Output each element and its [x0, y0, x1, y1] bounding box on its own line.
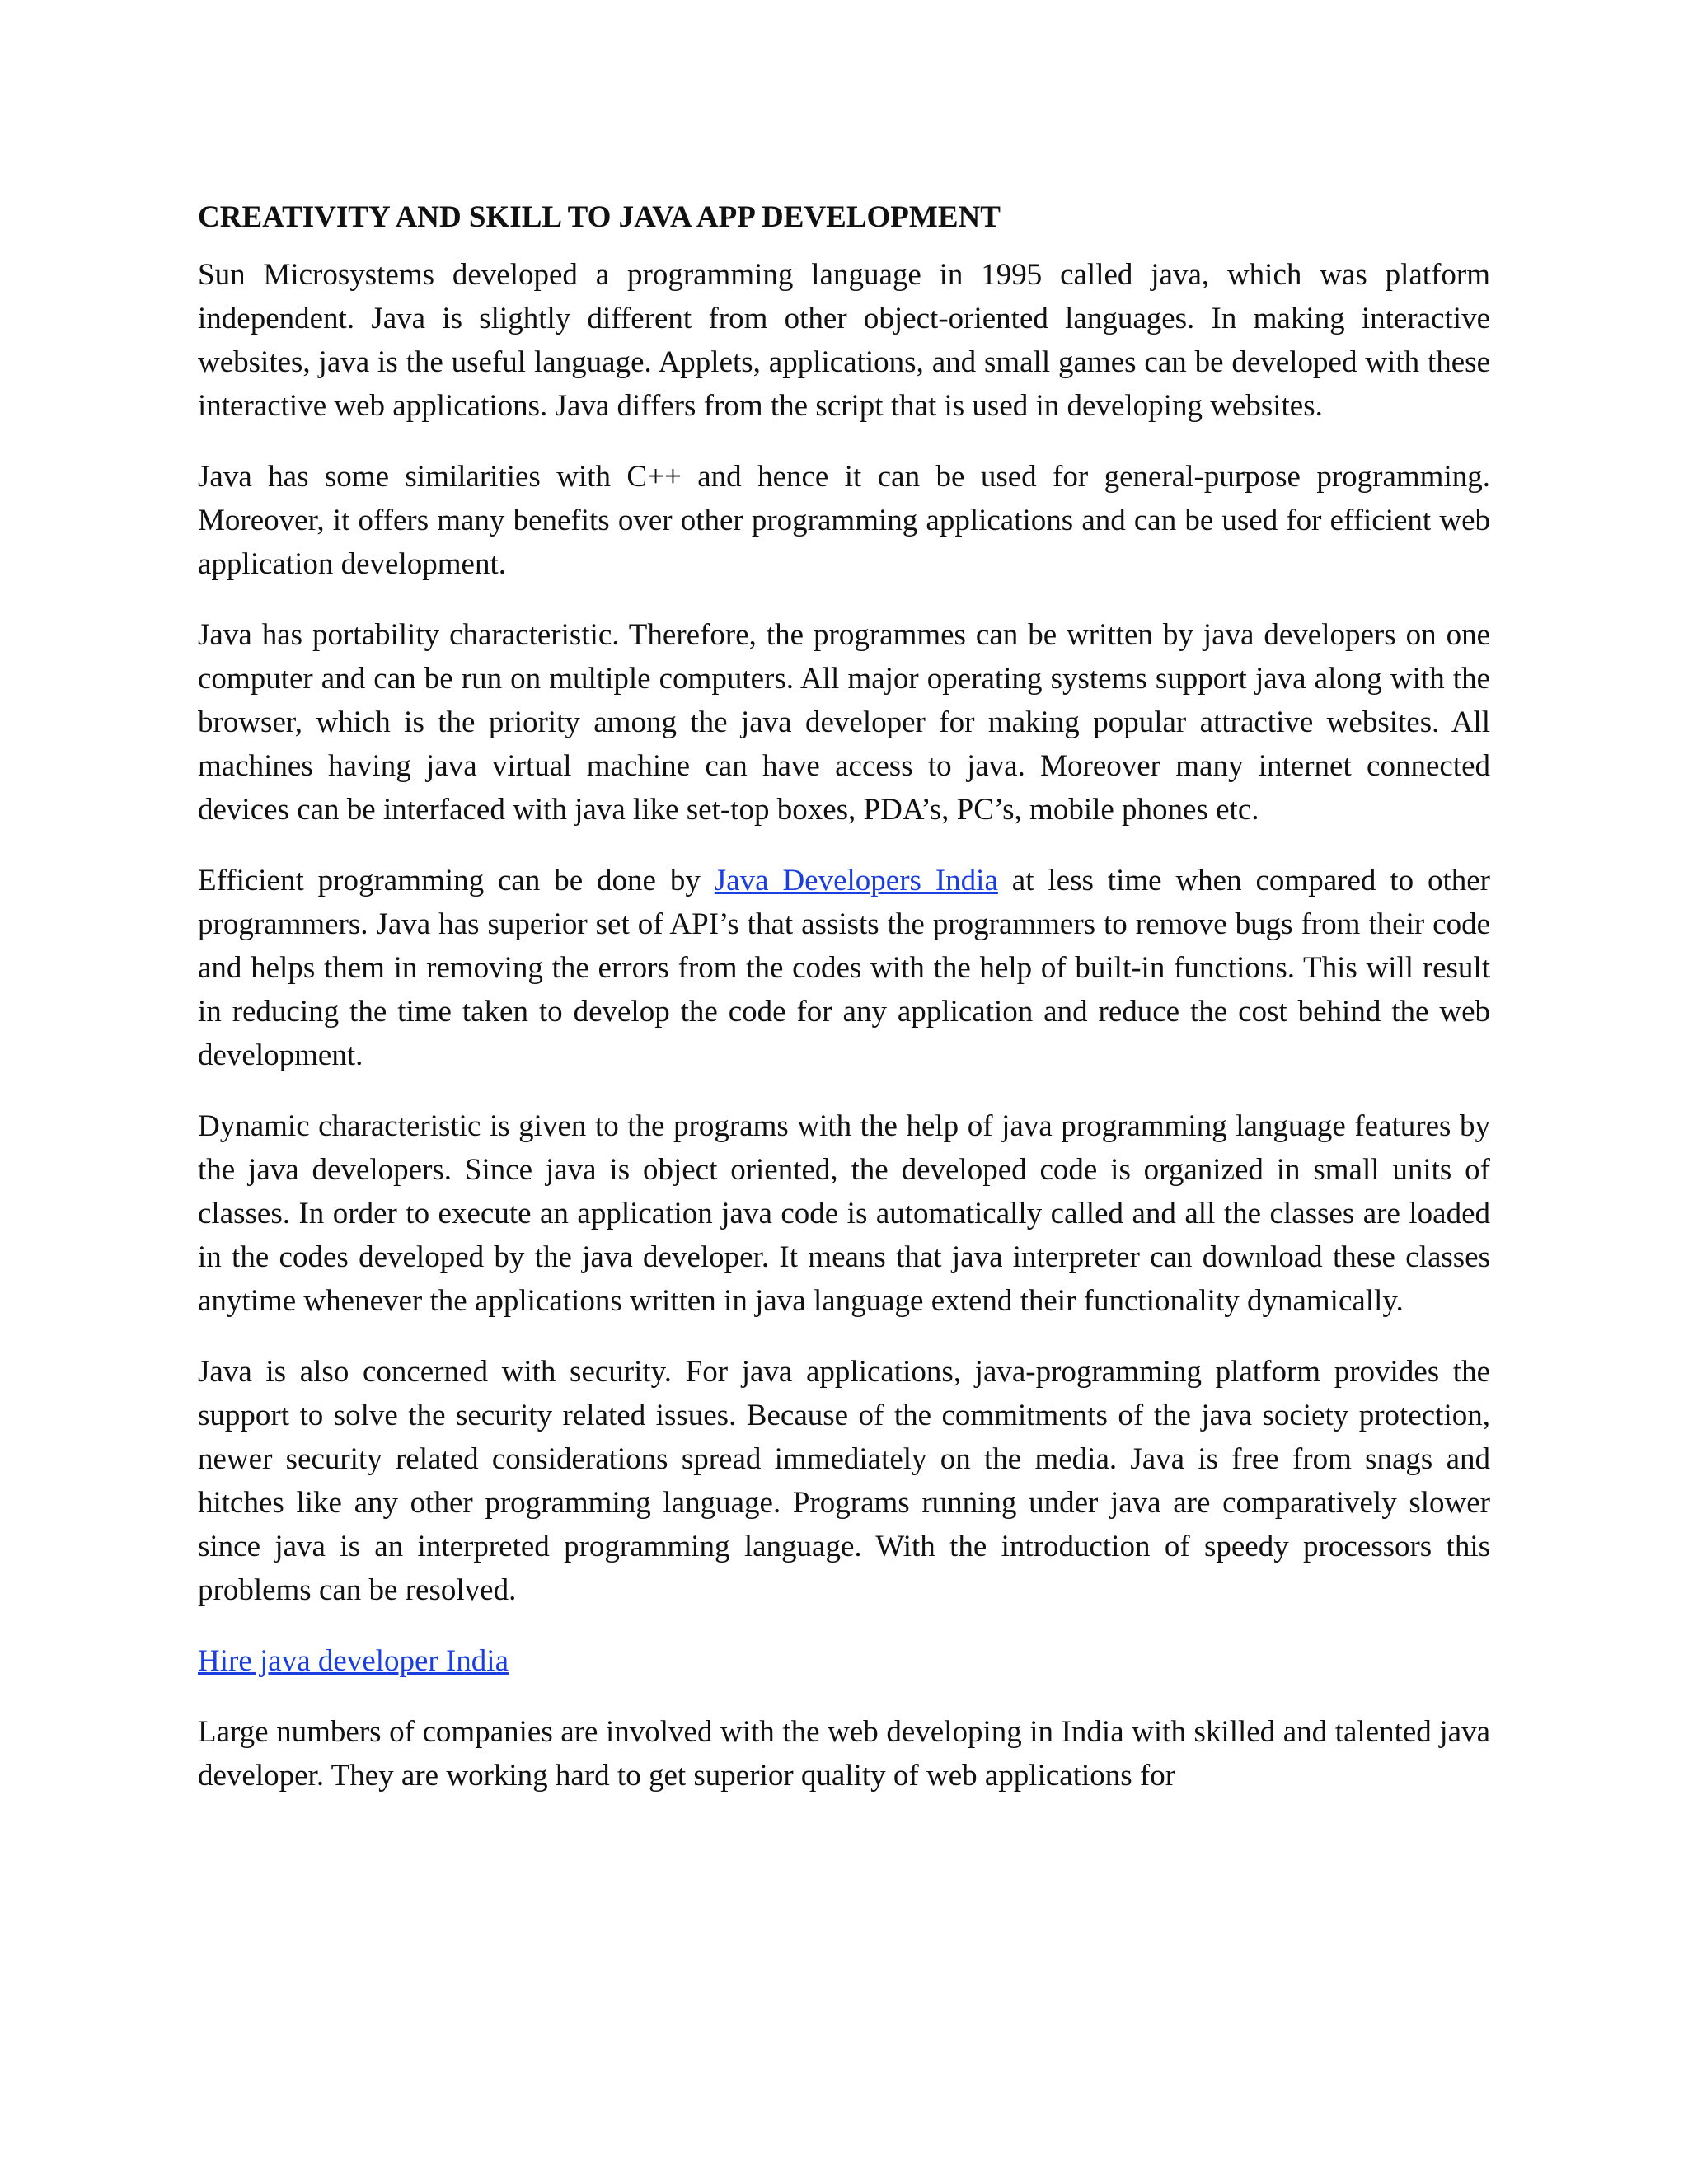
paragraph-security: Java is also concerned with security. For java applications, java-programming platform provides the support to solve the security related issues. Because of the commitments of the java society protection, newer security related considerations spread immediately on the media. Java is free from snags and hitches like any other programming language. Programs running under java are comparatively slower since java is an interpreted programming language. With the introduction of speedy processors this problems can be resolved. [198, 1355, 1490, 1607]
paragraph-cpp-similarity: Java has some similarities with C++ and hence it can be used for general-purpose programming. Moreover, it offers many benefits over other programming applications and can be used for efficient web application development. [198, 460, 1490, 581]
paragraph-hire-link [198, 1639, 1490, 1683]
document-body [198, 195, 1490, 1825]
paragraph-portability: Java has portability characteristic. Therefore, the programmes can be written by java developers on one computer and can be run on multiple computers. All major operating systems support java along with the browser, which is the priority among the java developer for making popular attractive websites. All machines having java virtual machine can have access to java. Moreover many internet connected devices can be interfaced with java like set-top boxes, PDA’s, PC’s, mobile phones etc. [198, 618, 1490, 827]
paragraph-text-before-link: Efficient programming can be done by [198, 864, 715, 898]
paragraph-dynamic: Dynamic characteristic is given to the programs with the help of java programming language features by the java developers. Since java is object oriented, the developed code is organized in small units of classes. In order to execute an application java code is automatically called and all the classes are loaded in the codes developed by the java developer. It means that java interpreter can download these classes anytime whenever the applications written in java language extend their functionality dynamically. [198, 1109, 1490, 1318]
java-developers-india-link[interactable]: Java Developers India [714, 864, 998, 898]
document-title: CREATIVITY AND SKILL TO JAVA APP DEVELOPMENT [198, 200, 1001, 234]
paragraph-intro: Sun Microsystems developed a programming language in 1995 called java, which was platform independent. Java is slightly different from other object-oriented languages. In making interactive websites, java is the useful language. Applets, applications, and small games can be developed with these interactive web applications. Java differs from the script that is used in developing websites. [198, 258, 1490, 423]
paragraph-companies: Large numbers of companies are involved with the web developing in India with skilled and talented java developer. They are working hard to get superior quality of web applications for [198, 1715, 1490, 1793]
hire-java-developer-link[interactable]: Hire java developer India [198, 1644, 509, 1678]
paragraph-text-after-link: at less time when compared to other programmers. Java has superior set of API’s that assists the programmers to remove bugs from their code and helps them in removing the errors from the codes with the help of built-in functions. This will result in reducing the time taken to develop the code for any application and reduce the cost behind the web development. [198, 864, 1490, 1072]
paragraph-efficient-programming [198, 859, 1490, 1077]
